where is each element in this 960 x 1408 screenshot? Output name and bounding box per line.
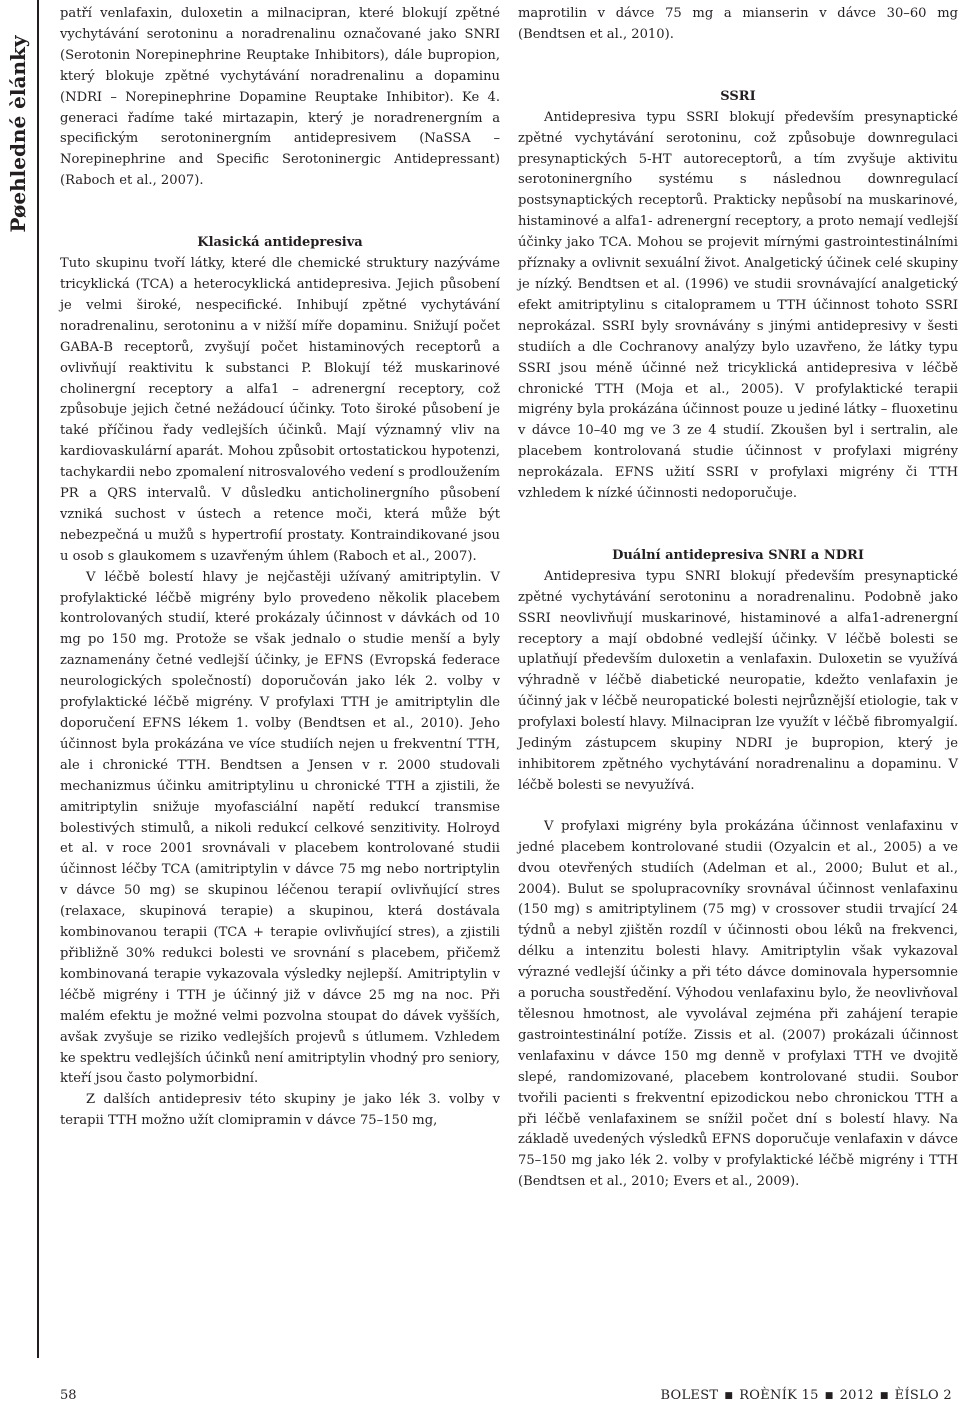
section-label-text: Pøehledné èlánky — [6, 35, 30, 233]
right-column — [518, 4, 958, 1193]
paragraph-amitriptylin: V léčbě bolestí hlavy je nejčastěji užívaný amitriptylin. V profylaktické léčbě migrény bylo provedeno několik placebem kontrolovaných studií, které prokázaly účinnost v dávkách od 10 mg po 150 mg. Protože se však jednalo o studie menší a byly zaznamenány četné vedlejší účinky, je EFNS (Evropská federace neurologických společností) doporučován jako lék 2. volby v profylaktické léčbě migrény. V profylaxi TTH je amitriptylin dle doporučení EFNS lékem 1. volby (Bendtsen et al., 2010). Jeho účinnost byla prokázána ve více studiích nejen u frekventní TTH, ale i chronické TTH. Bendtsen a Jensen v r. 2000 studovali mechanizmus účinku amitriptylinu u chronické TTH a zjistili, že amitriptylin snižuje myofasciální napětí redukcí transmise bolestivých stimulů, a nikoli redukcí celkové senzitivity. Holroyd et al. v roce 2001 srovnávali v placebem kontrolované studii účinnost léčby TCA (amitriptylin v dávce 75 mg nebo nortriptylin v dávce 50 mg) se skupinou léčenou terapií ovlivňující stres (relaxace, skupinová terapie) a skupinou, která dostávala kombinovanou terapii (TCA + terapie ovlivňující stres), a zjistili přibližně 30% redukci bolesti ve srovnání s placebem, přičemž kombinovaná terapie vykazovala výsledky nejlepší. Amitriptylin v léčbě migrény i TTH je účinný již v dávce 25 mg na noc. Při malém efektu je možné velmi pozvolna stoupat do dávek vyšších, avšak zvyšuje se riziko vedlejších projevů s útlumem. Vzhledem ke spektru vedlejších účinků není amitriptylin vhodný pro seniory, kteří jsou často polymorbidní. — [60, 569, 500, 1087]
journal-year: 2012 — [839, 1388, 874, 1403]
journal-name: BOLEST — [660, 1388, 719, 1403]
paragraph-maprotilin: maprotilin v dávce 75 mg a mianserin v dávce 30–60 mg (Bendtsen et al., 2010). — [518, 6, 958, 42]
paragraph-tca: Tuto skupinu tvoří látky, které dle chemické struktury nazýváme tricyklická (TCA) a heterocyklická antidepresiva. Jejich působení je velmi široké, nespecifické. Inhibují zpětné vychytávání noradrenalinu, serotoninu a v nižší míře dopaminu. Snižují počet GABA-B receptorů, zvyšují počet histaminových receptorů a ovlivňují reaktivitu k substanci P. Blokují též muskarinové cholinergní receptory a alfa1 – adrenergní receptory, což způsobuje jejich četné nežádoucí účinky. Toto široké působení je také příčinou řady vedlejších účinků. Mají významný vliv na kardiovaskulární aparát. Mohou způsobit ortostatickou hypotenzi, tachykardii nebo zpomalení nitrosvalového vedení s prodloužením PR a QRS intervalů. V důsledku anticholinergního působení vzniká suchost v ústech a retence moči, která může být nebezpečná u mužů s hypertrofií prostaty. Kontraindikované jsou u osob s glaukomem s uzavřeným úhlem (Raboch et al., 2007). — [60, 256, 500, 564]
journal-volume: ROÈNÍK 15 — [739, 1388, 819, 1403]
left-column — [60, 4, 500, 1132]
separator-square-icon: ■ — [879, 1391, 889, 1401]
paragraph-antidepressant-generations: patří venlafaxin, duloxetin a milnacipran, které blokují zpětné vychytávání serotoninu a noradrenalinu označované jako SNRI (Serotonin Norepinephrine Reuptake Inhibitors), dále bupropion, který blokuje zpětné vychytávání noradrenalinu a dopaminu (NDRI – Norepinephrine Dopamine Reuptake Inhibitor). Ke 4. generaci řadíme také mirtazapin, který je noradrenergním a specifickým serotoninergním antidepresivem (NaSSA – Norepinephrine and Specific Serotoninergic Antidepressant) (Raboch et al., 2007). — [60, 6, 500, 189]
heading-classic-antidepressants: Klasická antidepresiva — [197, 235, 363, 251]
page-number: 58 — [60, 1388, 77, 1403]
journal-info — [660, 1388, 952, 1404]
paragraph-ssri: Antidepresiva typu SSRI blokují především presynaptické zpětné vychytávání serotoninu, což způsobuje downregulaci presynaptických 5-HT autoreceptorů, a tím zvyšuje aktivitu serotoninergního systému s následnou downregulací postsynaptických receptorů. Prakticky nepůsobí na muskarinové, histaminové a alfa1- adrenergní receptory, a proto nemají vedlejší účinky jako TCA. Mohou se projevit mírnými gastrointestinálními příznaky a ovlivnit sexuální život. Analgetický účinek celé skupiny je nízký. Bendtsen et al. (1996) ve studii srovnávající analgetický efekt amitriptylinu s citalopramem u TTH účinnost tohoto SSRI neprokázal. SSRI byly srovnávány s jinými antidepresivy v šesti studiích a dle Cochranovy analýzy bylo uzavřeno, že látky typu SSRI jsou méně účinné než tricyklická antidepresiva v léčbě chronické TTH (Moja et al., 2005). V profylaktické terapii migrény byla prokázána účinnost pouze u jediné látky – fluoxetinu v dávce 10–40 mg ve 3 ze 4 studií. Zkoušen byl i sertralin, ale placebem kontrolovaná studie účinnost v profylaxi migrény neprokázala. EFNS užití SSRI v profylaxi migrény či TTH vzhledem k nízké účinnosti nedoporučuje. — [518, 109, 958, 502]
separator-square-icon: ■ — [824, 1391, 834, 1401]
separator-square-icon: ■ — [724, 1391, 734, 1401]
section-divider — [37, 0, 39, 1358]
journal-issue: ÈÍSLO 2 — [894, 1388, 952, 1403]
paragraph-snri: Antidepresiva typu SNRI blokují především presynaptické zpětné vychytávání serotoninu a noradrenalinu. Podobně jako SSRI neovlivňují muskarinové, histaminové a alfa1-adrenergní receptory a mají obdobné vedlejší účinky. V léčbě bolesti se uplatňují především duloxetin a venlafaxin. Duloxetin se využívá výhradně v léčbě diabetické neuropatie, kdežto venlafaxin je účinný jak v léčbě neuropatické bolesti nejrůznější etiologie, tak v profylaxi bolestí hlavy. Milnacipran lze využít v léčbě fibromyalgií. Jediným zástupcem skupiny NDRI je bupropion, který je inhibitorem zpětného vychytávání noradrenalinu a dopaminu. V léčbě bolesti se nevyužívá. — [518, 568, 958, 793]
page-footer — [60, 1388, 952, 1404]
heading-ssri: SSRI — [720, 88, 756, 104]
section-label — [0, 0, 36, 268]
paragraph-clomipramin: Z dalších antidepresiv této skupiny je jako lék 3. volby v terapii TTH možno užít clomipramin v dávce 75–150 mg, — [60, 1092, 500, 1129]
paragraph-venlafaxin: V profylaxi migrény byla prokázána účinnost venlafaxinu v jedné placebem kontrolované studii (Ozyalcin et al., 2005) a ve dvou otevřených studiích (Adelman et al., 2000; Bulut et al., 2004). Bulut se spolupracovníky srovnával účinnost venlafaxinu (150 mg) s amitriptylinem (75 mg) v crossover studii trvající 24 týdnů a nebyl zjištěn rozdíl v účinnosti obou léků na frekvenci, délku a intenzitu bolesti hlavy. Amitriptylin však vykazoval výrazné vedlejší účinky a při této dávce dominovala hypersomnie a porucha soustředění. Výhodou venlafaxinu bylo, že neovlivňoval tělesnou hmotnost, ale vyvolával zejména při zahájení terapie gastrointestinální potíže. Zissis et al. (2007) prokázali účinnost venlafaxinu v dávce 150 mg denně v profylaxi TTH ve dvojitě slepé, randomizované, placebem kontrolované studii. Soubor tvořili pacienti s frekventní epizodickou nebo chronickou TTH a při léčbě venlafaxinem se snížil počet dní s bolestí hlavy. Na základě uvedených výsledků EFNS doporučuje venlafaxin v dávce 75–150 mg jako lék 2. volby v profylaktické léčbě migrény i TTH (Bendtsen et al., 2010; Evers et al., 2009). — [518, 818, 958, 1190]
heading-snri-ndri: Duální antidepresiva SNRI a NDRI — [612, 547, 864, 563]
